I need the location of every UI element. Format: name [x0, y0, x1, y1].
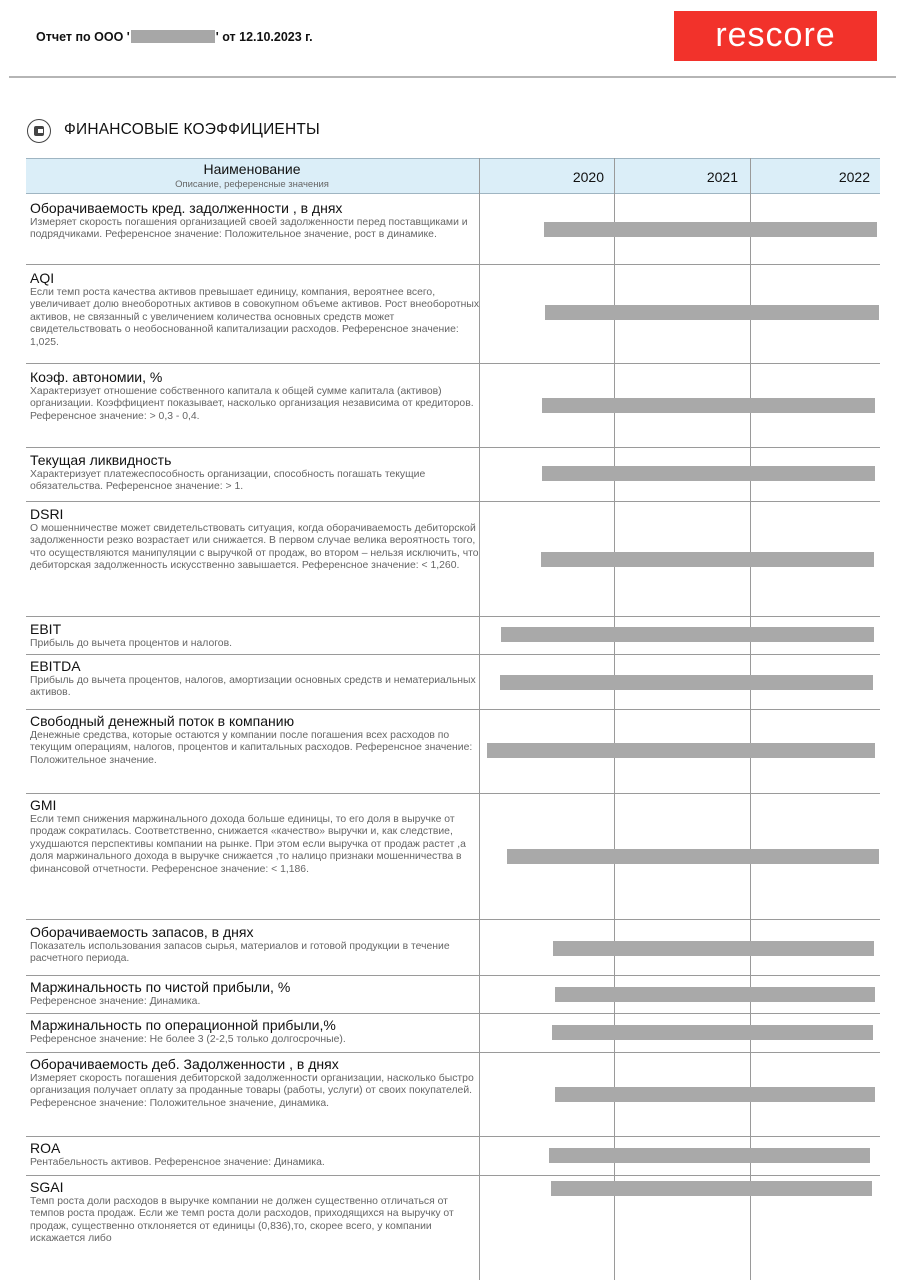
redacted-values	[549, 1148, 870, 1163]
column-header-name: Наименование	[203, 161, 301, 177]
redacted-values	[555, 987, 875, 1002]
row-title: Оборачиваемость кред. задолженности , в днях	[30, 200, 343, 216]
column-header-year: 2020	[572, 169, 604, 185]
row-divider	[26, 654, 880, 655]
row-description: Характеризует отношение собственного капитала к общей сумме капитала (активов) организации. Коэффициент показывает, насколько организация независима от кредиторов. Референсное значение: > 0,3 - 0,4.	[30, 386, 474, 422]
section-title: ФИНАНСОВЫЕ КОЭФФИЦИЕНТЫ	[64, 121, 320, 138]
row-title: EBIT	[30, 621, 62, 637]
redacted-values	[487, 743, 875, 758]
wallet-icon	[27, 119, 51, 143]
row-description: Референсное значение: Не более 3 (2-2,5 только долгосрочные).	[30, 1034, 346, 1045]
row-divider	[26, 919, 880, 920]
row-divider	[26, 1013, 880, 1014]
redacted-values	[541, 552, 874, 567]
table-row	[30, 622, 480, 650]
row-divider	[26, 793, 880, 794]
row-description: Если темп снижения маржинального дохода больше единицы, то его доля в выручке от продаж сократилась. Соответственно, снижается «качество» выручки и, как следствие, ухудшаются перспективы компании на рынке. При этом если выручка от продаж растет ,а доля маржинального дохода в выручке снижается ,то налицо признаки мошенничества в финансовой отчетности. Референсное значение: < 1,186.	[30, 814, 466, 875]
row-divider	[26, 447, 880, 448]
row-description: Денежные средства, которые остаются у компании после погашения всех расходов по текущим операциям, налогов, процентов и капитальных расходов. Референсное значение: Положительное значение.	[30, 730, 473, 766]
redacted-values	[553, 941, 874, 956]
row-title: SGAI	[30, 1179, 64, 1195]
row-title: Маржинальность по операционной прибыли,%	[30, 1017, 336, 1033]
redacted-values	[542, 466, 875, 481]
row-description: Референсное значение: Динамика.	[30, 996, 201, 1007]
redacted-values	[544, 222, 877, 237]
row-description: Измеряет скорость погашения организацией своей задолженности перед поставщиками и подрядчиками. Референсное значение: Положительное значение, рост в динамике.	[30, 217, 468, 241]
row-description: Прибыль до вычета процентов, налогов, амортизации основных средств и нематериальных активов.	[30, 675, 476, 699]
row-title: EBITDA	[30, 658, 81, 674]
table-row	[30, 659, 480, 700]
row-title: GMI	[30, 797, 57, 813]
column-divider	[750, 158, 751, 1280]
redacted-values	[555, 1087, 875, 1102]
column-header-subtitle: Описание, референсные значения	[175, 179, 329, 190]
header-divider	[9, 76, 896, 78]
table-row	[30, 201, 480, 242]
rescore-logo: rescore	[674, 11, 877, 61]
redacted-values	[507, 849, 879, 864]
table-row	[30, 925, 480, 966]
row-divider	[26, 1136, 880, 1137]
table-row	[30, 271, 480, 349]
row-divider	[26, 363, 880, 364]
table-row	[30, 1180, 480, 1246]
table-row	[30, 798, 480, 876]
row-description: Если темп роста качества активов превышает единицу, компания, вероятнее всего, увеличивает долю внеоборотных активов в совокупном объеме активов. Рост внеоборотных активов, не связанный с увеличением количества основных средств может свидетельствовать о необоснованной капитализации расходов. Референсное значение: 1,025.	[30, 287, 480, 348]
table-row	[30, 1141, 480, 1169]
row-title: Маржинальность по чистой прибыли, %	[30, 979, 291, 995]
row-divider	[26, 616, 880, 617]
redacted-values	[545, 305, 879, 320]
table-row	[30, 980, 480, 1008]
redacted-values	[552, 1025, 873, 1040]
column-divider	[614, 158, 615, 1280]
row-description: Темп роста доли расходов в выручке компании не должен существенно отличаться от темпов роста продаж. Если же темп роста доли расходов, приходящихся на выручку от продаж, существенно отклоняется от единицы (0,836),то, скорее всего, у компании искажается либо	[30, 1196, 454, 1245]
row-title: DSRI	[30, 506, 64, 522]
column-header-year: 2021	[706, 169, 738, 185]
row-title: Коэф. автономии, %	[30, 369, 163, 385]
table-row	[30, 370, 480, 423]
row-divider	[26, 709, 880, 710]
row-title: ROA	[30, 1140, 61, 1156]
row-title: Свободный денежный поток в компанию	[30, 713, 295, 729]
column-header-year: 2022	[838, 169, 870, 185]
row-divider	[26, 264, 880, 265]
redacted-values	[542, 398, 875, 413]
redacted-values	[551, 1181, 872, 1196]
table-row	[30, 1018, 480, 1046]
row-divider	[26, 1052, 880, 1053]
row-divider	[26, 1175, 880, 1176]
row-divider	[26, 975, 880, 976]
row-title: AQI	[30, 270, 55, 286]
row-title: Текущая ликвидность	[30, 452, 172, 468]
redacted-values	[501, 627, 874, 642]
row-description: Характеризует платежеспособность организации, способность погашать текущие обязательства. Референсное значение: > 1.	[30, 469, 426, 493]
row-divider	[26, 501, 880, 502]
row-title: Оборачиваемость деб. Задолженности , в днях	[30, 1056, 339, 1072]
row-description: Показатель использования запасов сырья, материалов и готовой продукции в течение расчетного периода.	[30, 941, 450, 965]
row-title: Оборачиваемость запасов, в днях	[30, 924, 254, 940]
table-row	[30, 1057, 480, 1110]
table-row	[30, 453, 480, 494]
row-description: Рентабельность активов. Референсное значение: Динамика.	[30, 1157, 325, 1168]
row-description: Измеряет скорость погашения дебиторской задолженности организации, насколько быстро организация получает оплату за проданные товары (работы, услуги) от своих покупателей. Референсное значение: Положительное значение, динамика.	[30, 1073, 474, 1109]
redacted-values	[500, 675, 873, 690]
table-row	[30, 714, 480, 767]
row-description: О мошенничестве может свидетельствовать ситуация, когда оборачиваемость дебиторской задолженности резко возрастает или снижается. В первом случае велика вероятность того, что осуществляются манипуляции с выручкой от продаж, во втором – нельзя исключить, что дебиторская задолженность искусственно завышается. Референсное значение: < 1,260.	[30, 523, 479, 572]
row-description: Прибыль до вычета процентов и налогов.	[30, 638, 232, 649]
redacted-company-name	[131, 30, 215, 43]
report-title: Отчет по ООО ' ' от 12.10.2023 г.	[36, 30, 313, 44]
table-row	[30, 507, 480, 573]
